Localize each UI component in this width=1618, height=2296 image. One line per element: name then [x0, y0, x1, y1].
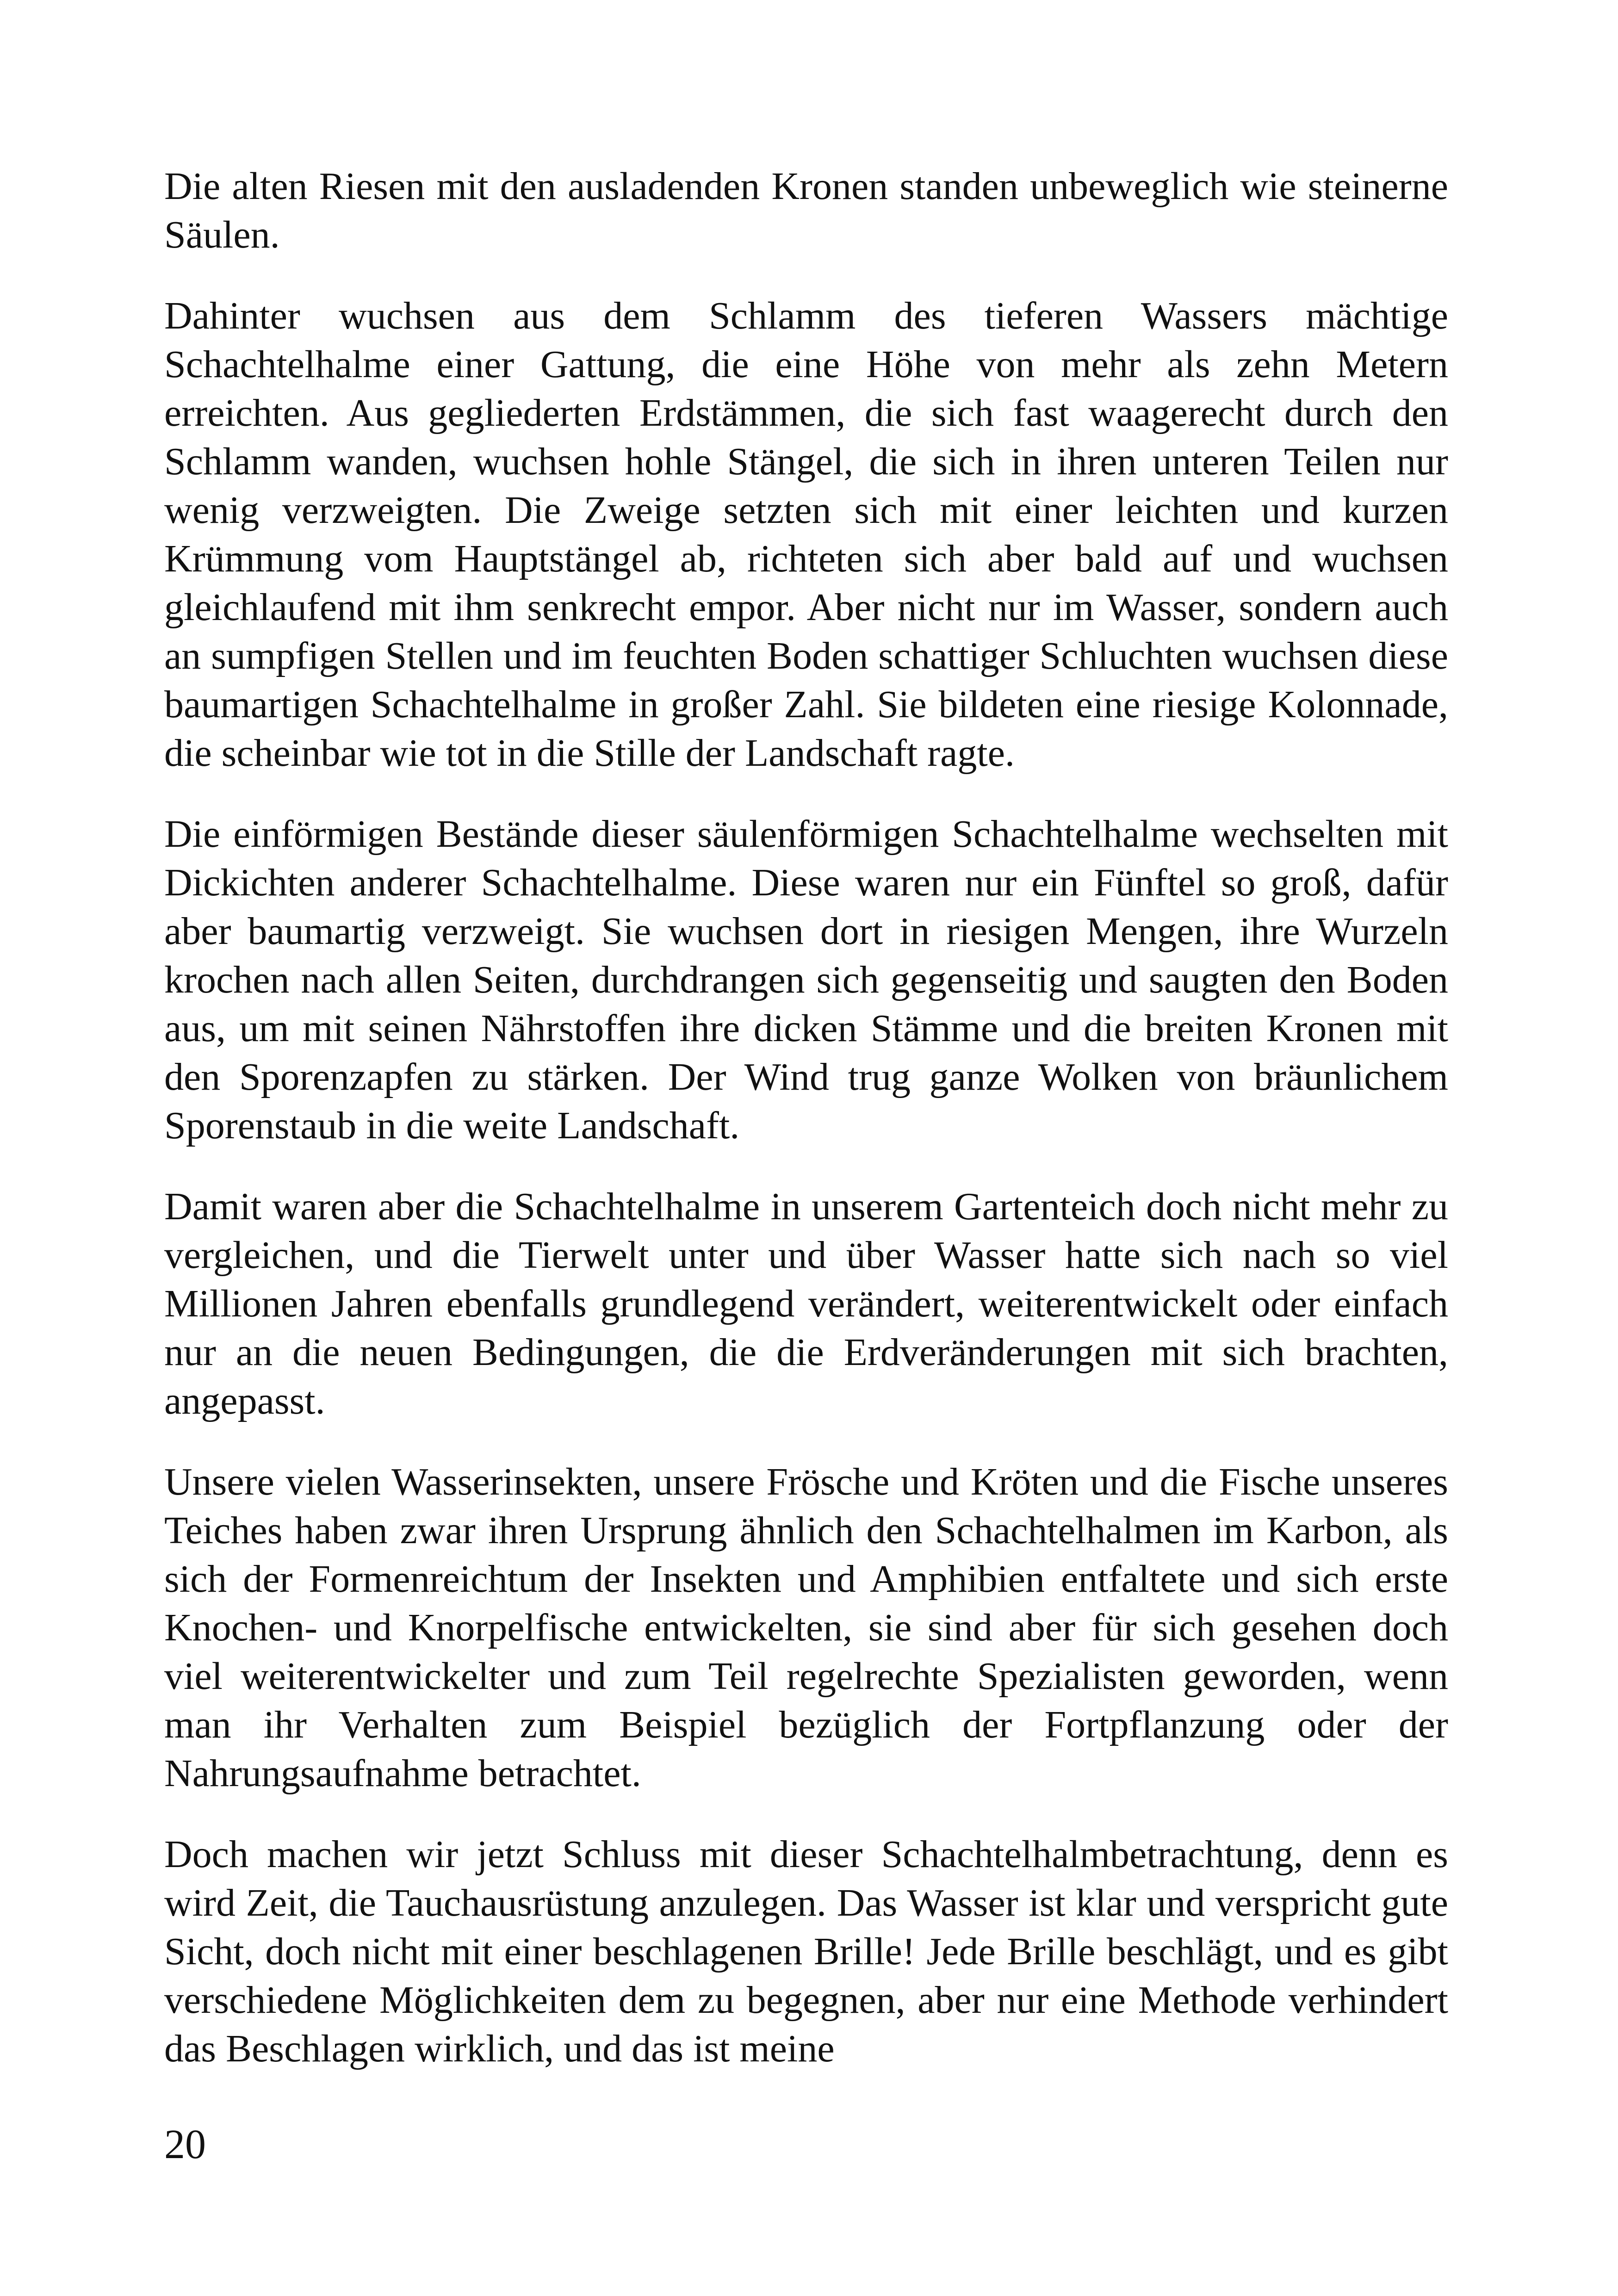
paragraph-3: Die einförmigen Bestände dieser säulenförmigen Schachtelhalme wechselten mit Dickichten anderer Schachtelhalme. Diese waren nur ein Fünftel so groß, dafür aber baumartig verzweigt. Sie wuchsen dort in riesigen Mengen, ihre Wurzeln krochen nach allen Seiten, durchdrangen sich gegenseitig und saugten den Boden aus, um mit seinen Nährstoffen ihre dicken Stämme und die breiten Kronen mit den Sporenzapfen zu stärken. Der Wind trug ganze Wolken von bräunlichem Sporenstaub in die weite Landschaft. — [164, 813, 1448, 1147]
page-number: 20 — [164, 2122, 206, 2167]
paragraph-5: Unsere vielen Wasserinsekten, unsere Frösche und Kröten und die Fische unseres Teiches haben zwar ihren Ursprung ähnlich den Schachtelhalmen im Karbon, als sich der Formenreichtum der Insekten und Amphibien entfaltete und sich erste Knochen- und Knorpelfische entwickelten, sie sind aber für sich gesehen doch viel weiterentwickelter und zum Teil regelrechte Spezialisten geworden, wenn man ihr Verhalten zum Beispiel bezüglich der Fortpflanzung oder der Nahrungsaufnahme betrachtet. — [164, 1460, 1448, 1795]
paragraph-4: Damit waren aber die Schachtelhalme in unserem Gartenteich doch nicht mehr zu vergleichen, und die Tierwelt unter und über Wasser hatte sich nach so viel Millionen Jahren ebenfalls grundlegend verändert, weiterentwickelt oder einfach nur an die neuen Bedingungen, die die Erdveränderungen mit sich brachten, angepasst. — [164, 1185, 1448, 1422]
paragraph-1: Die alten Riesen mit den ausladenden Kronen standen unbeweglich wie steinerne Säulen. — [164, 165, 1448, 256]
paragraph-2: Dahinter wuchsen aus dem Schlamm des tieferen Wassers mächtige Schachtelhalme einer Gattung, die eine Höhe von mehr als zehn Metern erreichten. Aus gegliederten Erdstämmen, die sich fast waagerecht durch den Schlamm wanden, wuchsen hohle Stängel, die sich in ihren unteren Teilen nur wenig verzweigten. Die Zweige setzten sich mit einer leichten und kurzen Krümmung vom Hauptstängel ab, richteten sich aber bald auf und wuchsen gleichlaufend mit ihm senkrecht empor. Aber nicht nur im Wasser, sondern auch an sumpfigen Stellen und im feuchten Boden schattiger Schluchten wuchsen diese baumartigen Schachtelhalme in großer Zahl. Sie bildeten eine riesige Kolonnade, die scheinbar wie tot in die Stille der Landschaft ragte. — [164, 294, 1448, 775]
paragraph-6: Doch machen wir jetzt Schluss mit dieser Schachtelhalmbetrachtung, denn es wird Zeit, die Tauchausrüstung anzulegen. Das Wasser ist klar und verspricht gute Sicht, doch nicht mit einer beschlagenen Brille! Jede Brille beschlägt, und es gibt verschiedene Möglichkeiten dem zu begegnen, aber nur eine Methode verhindert das Beschlagen wirklich, und das ist meine — [164, 1833, 1448, 2070]
body-text — [164, 162, 1448, 2105]
